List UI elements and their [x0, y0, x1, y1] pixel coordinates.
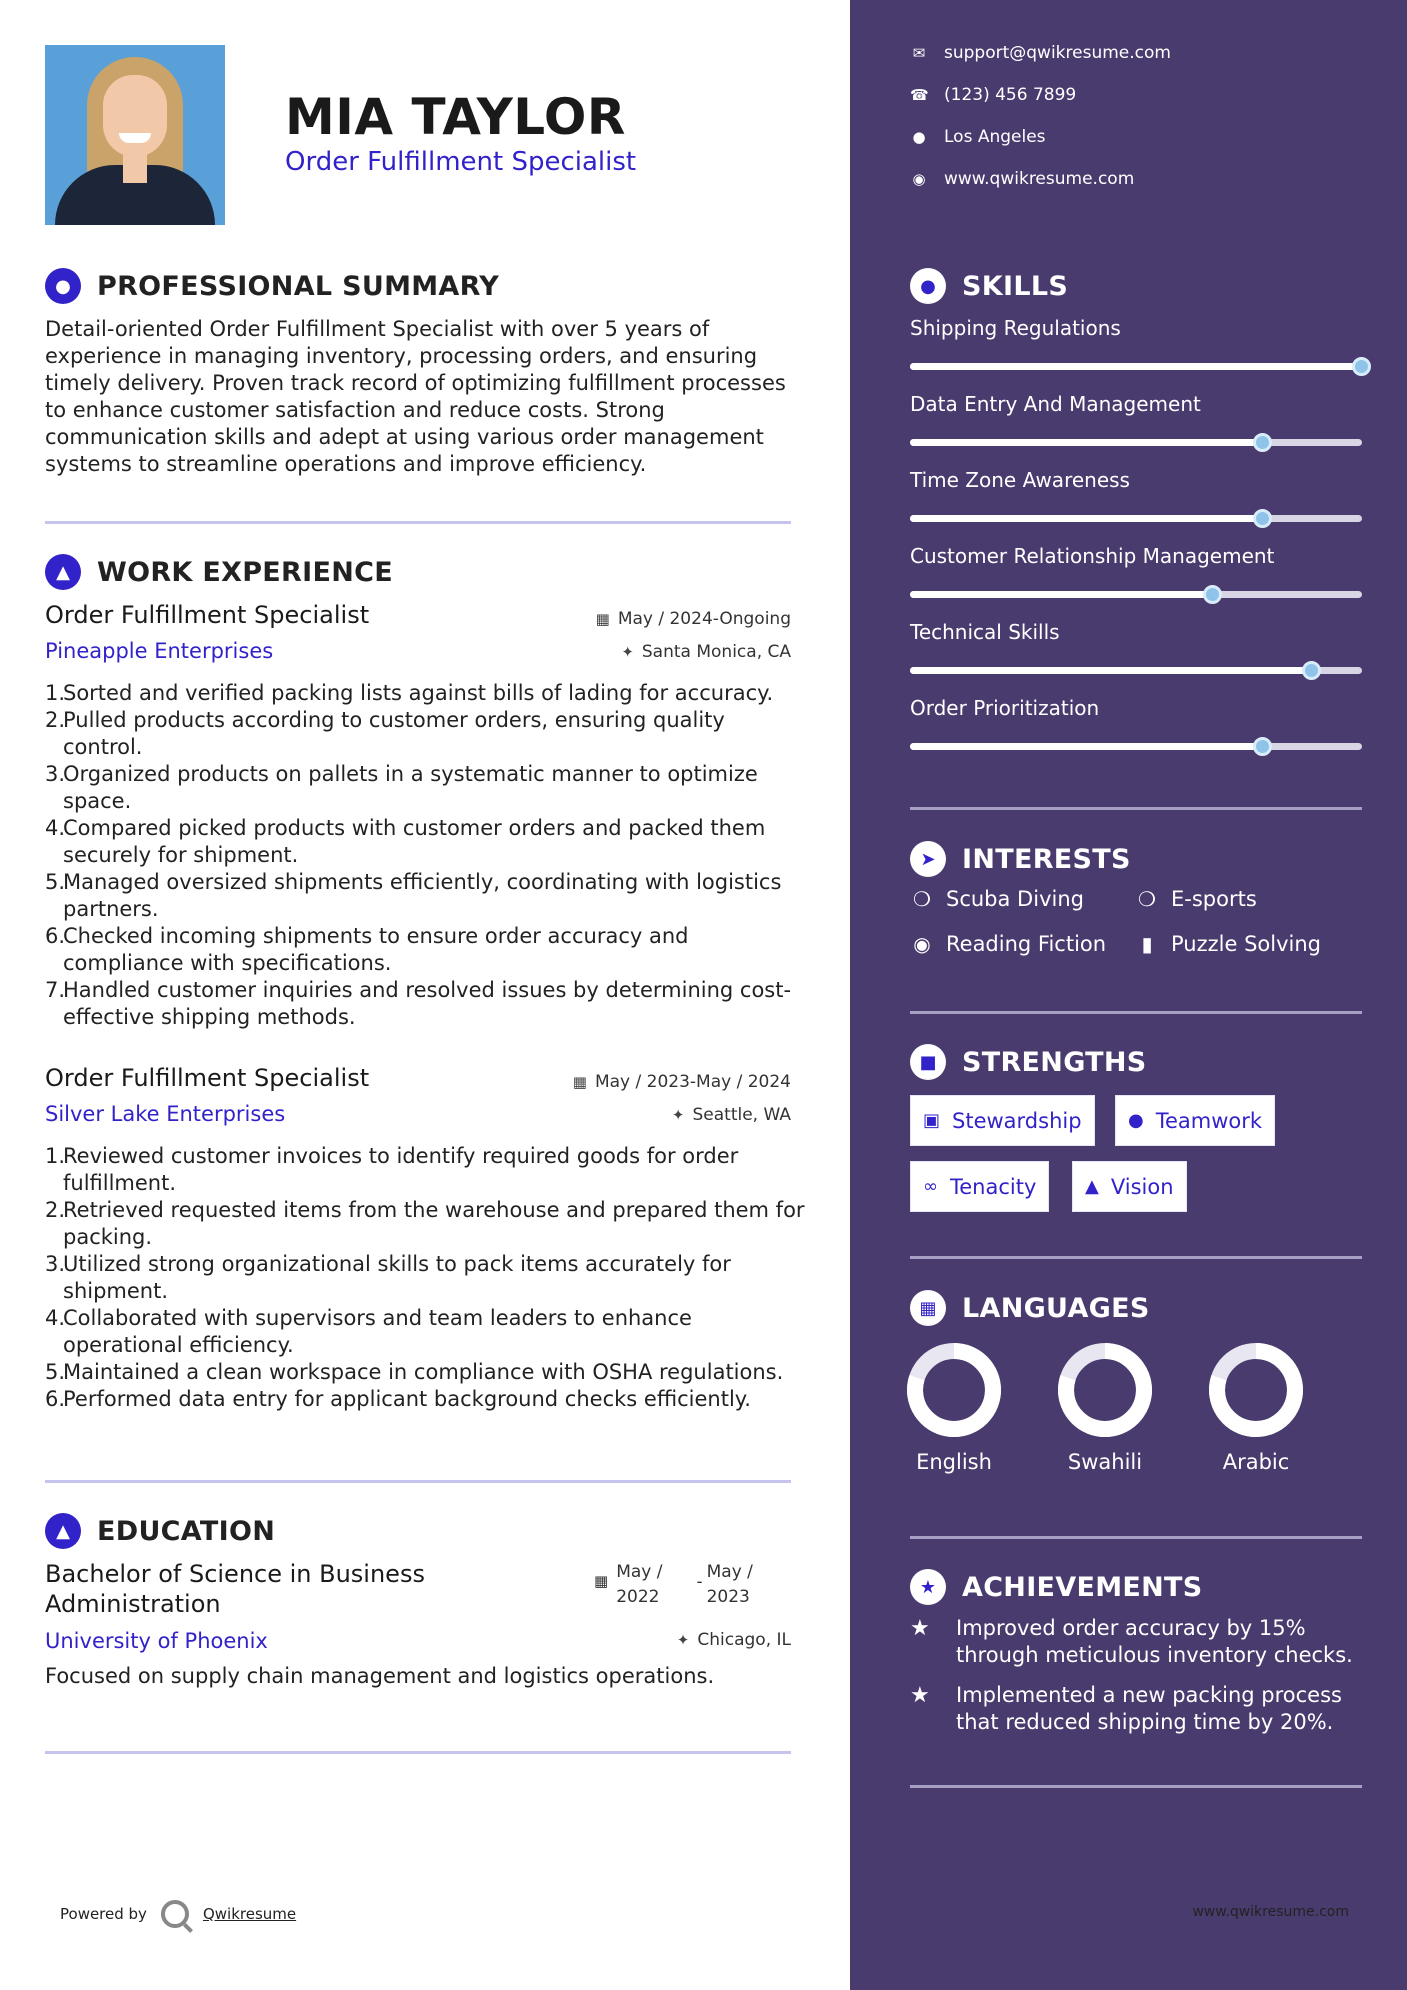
- interest-item: [910, 887, 1084, 911]
- achievement-line: Improved order accuracy by 15%: [956, 1616, 1306, 1640]
- list-number: 7.: [45, 978, 66, 1002]
- contact-phone[interactable]: [910, 85, 1076, 105]
- skill-level-knob: [1302, 661, 1321, 680]
- lifebuoy-icon: ❍: [1138, 887, 1156, 911]
- skill-fill: [910, 743, 1263, 750]
- interest-item: [910, 932, 1106, 956]
- skill-level-knob: [1253, 433, 1272, 452]
- job-location-text: Santa Monica, CA: [641, 642, 791, 662]
- briefcase-icon: ▣: [923, 1110, 941, 1131]
- link-icon: ∞: [923, 1176, 938, 1197]
- list-text: Managed oversized shipments efficiently, coordinating with logistics partners.: [63, 870, 782, 921]
- brand-link[interactable]: Qwikresume: [202, 1905, 297, 1923]
- company-name: Silver Lake Enterprises: [45, 1102, 286, 1126]
- achievement-text: [956, 1615, 1353, 1669]
- powered-by-label: Powered by: [60, 1905, 147, 1923]
- pin-icon: ✦: [676, 1631, 690, 1649]
- list-text: Reviewed customer invoices to identify required goods for order fulfillment.: [63, 1144, 739, 1195]
- skills-heading: [910, 268, 1068, 304]
- binoculars-icon: ▲: [1085, 1176, 1099, 1197]
- star-icon: ★: [910, 1683, 930, 1708]
- skill-level-knob: [1203, 585, 1222, 604]
- strength-label: Stewardship: [952, 1108, 1082, 1133]
- job-title: Order Fulfillment Specialist: [45, 1064, 370, 1092]
- language-label: Swahili: [1067, 1450, 1143, 1474]
- list-text: Handled customer inquiries and resolved issues by determining cost-effective shipping methods.: [63, 978, 792, 1029]
- skill-fill: [910, 667, 1312, 674]
- gamepad-icon: ◉: [913, 932, 931, 956]
- strengths-title: STRENGTHS: [962, 1046, 1147, 1078]
- skill-label: Data Entry And Management: [910, 392, 1201, 416]
- list-item: [45, 1143, 805, 1197]
- achievement-line: through meticulous inventory checks.: [956, 1643, 1353, 1667]
- summary-title: PROFESSIONAL SUMMARY: [97, 270, 500, 302]
- powered-by: [60, 1900, 296, 1928]
- book-icon: ▮: [1141, 932, 1153, 956]
- list-number: 3.: [45, 1252, 66, 1276]
- section-divider: [910, 1256, 1362, 1259]
- interest-item: [1135, 887, 1257, 911]
- list-item: [45, 761, 805, 815]
- pin-icon: ✦: [671, 1106, 685, 1124]
- language-proficiency-ring: [1055, 1340, 1155, 1440]
- achievements-heading: [910, 1569, 1203, 1605]
- sidebar: [850, 0, 1407, 1990]
- language-item: [1186, 1340, 1326, 1474]
- list-text: Collaborated with supervisors and team leaders to enhance operational efficiency.: [63, 1306, 692, 1357]
- start-year: 2022: [616, 1587, 660, 1607]
- interest-item: [1135, 932, 1321, 956]
- list-item: [45, 680, 805, 707]
- interest-label: Reading Fiction: [946, 932, 1107, 956]
- section-divider: [910, 1011, 1362, 1014]
- skill-bar: [910, 439, 1362, 446]
- footer-website[interactable]: www.qwikresume.com: [1192, 1904, 1349, 1920]
- list-number: 2.: [45, 1198, 66, 1222]
- list-number: 6.: [45, 1387, 66, 1411]
- skill-label: Technical Skills: [910, 620, 1060, 644]
- list-text: Maintained a clean workspace in compliance with OSHA regulations.: [63, 1360, 784, 1384]
- school-name: University of Phoenix: [45, 1629, 268, 1653]
- candidate-name: MIA TAYLOR: [285, 88, 626, 146]
- user-icon: ●: [45, 268, 81, 304]
- fist-icon: ■: [910, 1044, 946, 1080]
- skill-label: Order Prioritization: [910, 696, 1100, 720]
- job-location: [621, 642, 791, 662]
- list-item: [45, 923, 805, 977]
- list-item: [45, 1305, 805, 1359]
- calendar-icon: ▦: [595, 610, 610, 628]
- users-icon: ●: [1128, 1110, 1144, 1131]
- languages-title: LANGUAGES: [962, 1292, 1150, 1324]
- globe-icon: ◉: [912, 170, 926, 188]
- education-location: [677, 1630, 791, 1650]
- list-item: [45, 1386, 805, 1413]
- map-pin-icon: ●: [912, 128, 926, 146]
- list-text: Compared picked products with customer orders and packed them securely for shipment.: [63, 816, 766, 867]
- strength-label: Tenacity: [950, 1174, 1037, 1199]
- end-month: May /: [706, 1562, 753, 1582]
- strength-badge: [1115, 1095, 1275, 1146]
- skill-fill: [910, 591, 1213, 598]
- list-text: Retrieved requested items from the warehouse and prepared them for packing.: [63, 1198, 805, 1249]
- skill-fill: [910, 515, 1263, 522]
- skill-label: Customer Relationship Management: [910, 544, 1275, 568]
- interest-label: Scuba Diving: [946, 887, 1084, 911]
- language-icon: ▦: [910, 1290, 946, 1326]
- list-item: [45, 707, 805, 761]
- section-divider: [910, 1536, 1362, 1539]
- pin-icon: ✦: [621, 643, 634, 661]
- skill-label: Shipping Regulations: [910, 316, 1121, 340]
- summary-heading: [45, 268, 499, 304]
- skill-label: Time Zone Awareness: [910, 468, 1130, 492]
- list-number: 5.: [45, 870, 66, 894]
- list-item: [45, 1359, 805, 1386]
- chair-icon: ▲: [45, 554, 81, 590]
- achievement-text: [956, 1682, 1342, 1736]
- contact-location: [910, 127, 1046, 147]
- section-divider: [45, 1751, 791, 1754]
- list-text: Organized products on pallets in a systematic manner to optimize space.: [63, 762, 758, 813]
- start-date: [616, 1560, 662, 1610]
- job-bullets: [45, 1143, 805, 1413]
- list-number: 5.: [45, 1360, 66, 1384]
- language-label: Arabic: [1222, 1450, 1290, 1474]
- star-icon: ★: [910, 1616, 930, 1641]
- job-dates: [573, 1072, 791, 1092]
- job-location: [672, 1105, 791, 1125]
- language-proficiency-ring: [904, 1340, 1004, 1440]
- degree-line-2: Administration: [45, 1590, 221, 1618]
- list-item: [45, 869, 805, 923]
- job-dates: [596, 609, 791, 629]
- date-separator: -: [696, 1572, 703, 1592]
- section-divider: [45, 1480, 791, 1483]
- skill-level-knob: [1253, 737, 1272, 756]
- achievement-line: that reduced shipping time by 20%.: [956, 1710, 1334, 1734]
- envelope-icon: ✉: [912, 44, 926, 62]
- section-divider: [910, 807, 1362, 810]
- skills-title: SKILLS: [962, 270, 1069, 302]
- list-item: [45, 977, 805, 1031]
- website-text: www.qwikresume.com: [944, 169, 1135, 189]
- strength-badge: [910, 1095, 1095, 1146]
- location-text: Los Angeles: [944, 127, 1046, 147]
- language-label: English: [916, 1450, 992, 1474]
- interests-title: INTERESTS: [962, 843, 1131, 875]
- list-number: 6.: [45, 924, 66, 948]
- strengths-heading: [910, 1044, 1147, 1080]
- calendar-icon: ▦: [572, 1073, 587, 1091]
- skill-bar: [910, 515, 1362, 522]
- candidate-title: Order Fulfillment Specialist: [285, 147, 637, 177]
- strength-label: Vision: [1110, 1174, 1174, 1199]
- list-text: Utilized strong organizational skills to pack items accurately for shipment.: [63, 1252, 731, 1303]
- list-item: [45, 1251, 805, 1305]
- list-number: 1.: [45, 681, 66, 705]
- interest-label: E-sports: [1171, 887, 1257, 911]
- email-text: support@qwikresume.com: [944, 43, 1171, 63]
- languages-heading: [910, 1290, 1150, 1326]
- interest-label: Puzzle Solving: [1171, 932, 1321, 956]
- language-proficiency-ring: [1206, 1340, 1306, 1440]
- list-item: [45, 1197, 805, 1251]
- strength-badge: [910, 1161, 1049, 1212]
- skill-bar: [910, 591, 1362, 598]
- end-date: [707, 1560, 753, 1610]
- star-badge-icon: ★: [910, 1569, 946, 1605]
- end-year: 2023: [706, 1587, 750, 1607]
- job-dates-text: May / 2024-Ongoing: [617, 609, 791, 629]
- phone-text: (123) 456 7899: [944, 85, 1077, 105]
- achievements-title: ACHIEVEMENTS: [962, 1571, 1203, 1603]
- contact-email[interactable]: [910, 43, 1171, 63]
- contact-website[interactable]: [910, 169, 1134, 189]
- qwikresume-logo-icon: [161, 1900, 189, 1928]
- job-bullets: [45, 680, 805, 1031]
- skill-level-knob: [1352, 357, 1371, 376]
- company-name: Pineapple Enterprises: [45, 639, 274, 663]
- paper-plane-icon: ➤: [910, 841, 946, 877]
- list-text: Sorted and verified packing lists against bills of lading for accuracy.: [63, 681, 774, 705]
- profile-photo: [45, 45, 225, 225]
- interests-heading: [910, 841, 1131, 877]
- job-dates-text: May / 2023-May / 2024: [594, 1072, 791, 1092]
- list-text: Checked incoming shipments to ensure order accuracy and compliance with specifications.: [63, 924, 689, 975]
- language-item: [1035, 1340, 1175, 1474]
- list-item: [45, 815, 805, 869]
- strength-badge: [1072, 1161, 1187, 1212]
- job-title: Order Fulfillment Specialist: [45, 601, 370, 629]
- section-divider: [910, 1785, 1362, 1788]
- lightbulb-icon: ●: [910, 268, 946, 304]
- skill-fill: [910, 439, 1263, 446]
- achievement-item: [910, 1682, 1370, 1736]
- skill-level-knob: [1253, 509, 1272, 528]
- education-heading: [45, 1513, 275, 1549]
- skill-bar: [910, 667, 1362, 674]
- education-location-text: Chicago, IL: [697, 1630, 791, 1650]
- phone-icon: ☎: [910, 86, 929, 104]
- degree-line-1: Bachelor of Science in Business: [45, 1560, 425, 1588]
- summary-text: Detail-oriented Order Fulfillment Specialist with over 5 years of experience in managing inventory, processing orders, and ensuring timely delivery. Proven track record of optimizing fulfillment processes to enhance customer satisfaction and reduce costs. Strong communication skills and adept at using various order management systems to streamline operations and improve efficiency.: [45, 317, 786, 476]
- skill-bar: [910, 743, 1362, 750]
- list-number: 1.: [45, 1144, 66, 1168]
- job-location-text: Seattle, WA: [692, 1105, 791, 1125]
- list-number: 4.: [45, 1306, 66, 1330]
- education-title: EDUCATION: [97, 1515, 276, 1547]
- language-item: [884, 1340, 1024, 1474]
- experience-heading: [45, 554, 393, 590]
- section-divider: [45, 521, 791, 524]
- graduation-cap-icon: ▲: [45, 1513, 81, 1549]
- list-text: Performed data entry for applicant background checks efficiently.: [63, 1387, 751, 1411]
- list-number: 3.: [45, 762, 66, 786]
- education-description: Focused on supply chain management and logistics operations.: [45, 1664, 715, 1688]
- skill-fill: [910, 363, 1362, 370]
- list-text: Pulled products according to customer orders, ensuring quality control.: [63, 708, 725, 759]
- skill-bar: [910, 363, 1362, 370]
- education-dates: [594, 1560, 753, 1610]
- achievement-item: [910, 1615, 1370, 1669]
- achievement-line: Implemented a new packing process: [956, 1683, 1342, 1707]
- experience-title: WORK EXPERIENCE: [97, 556, 393, 588]
- calendar-icon: ▦: [594, 1572, 609, 1590]
- start-month: May /: [616, 1562, 663, 1582]
- list-number: 2.: [45, 708, 66, 732]
- lifebuoy-icon: ❍: [913, 887, 931, 911]
- strength-label: Teamwork: [1155, 1108, 1263, 1133]
- list-number: 4.: [45, 816, 66, 840]
